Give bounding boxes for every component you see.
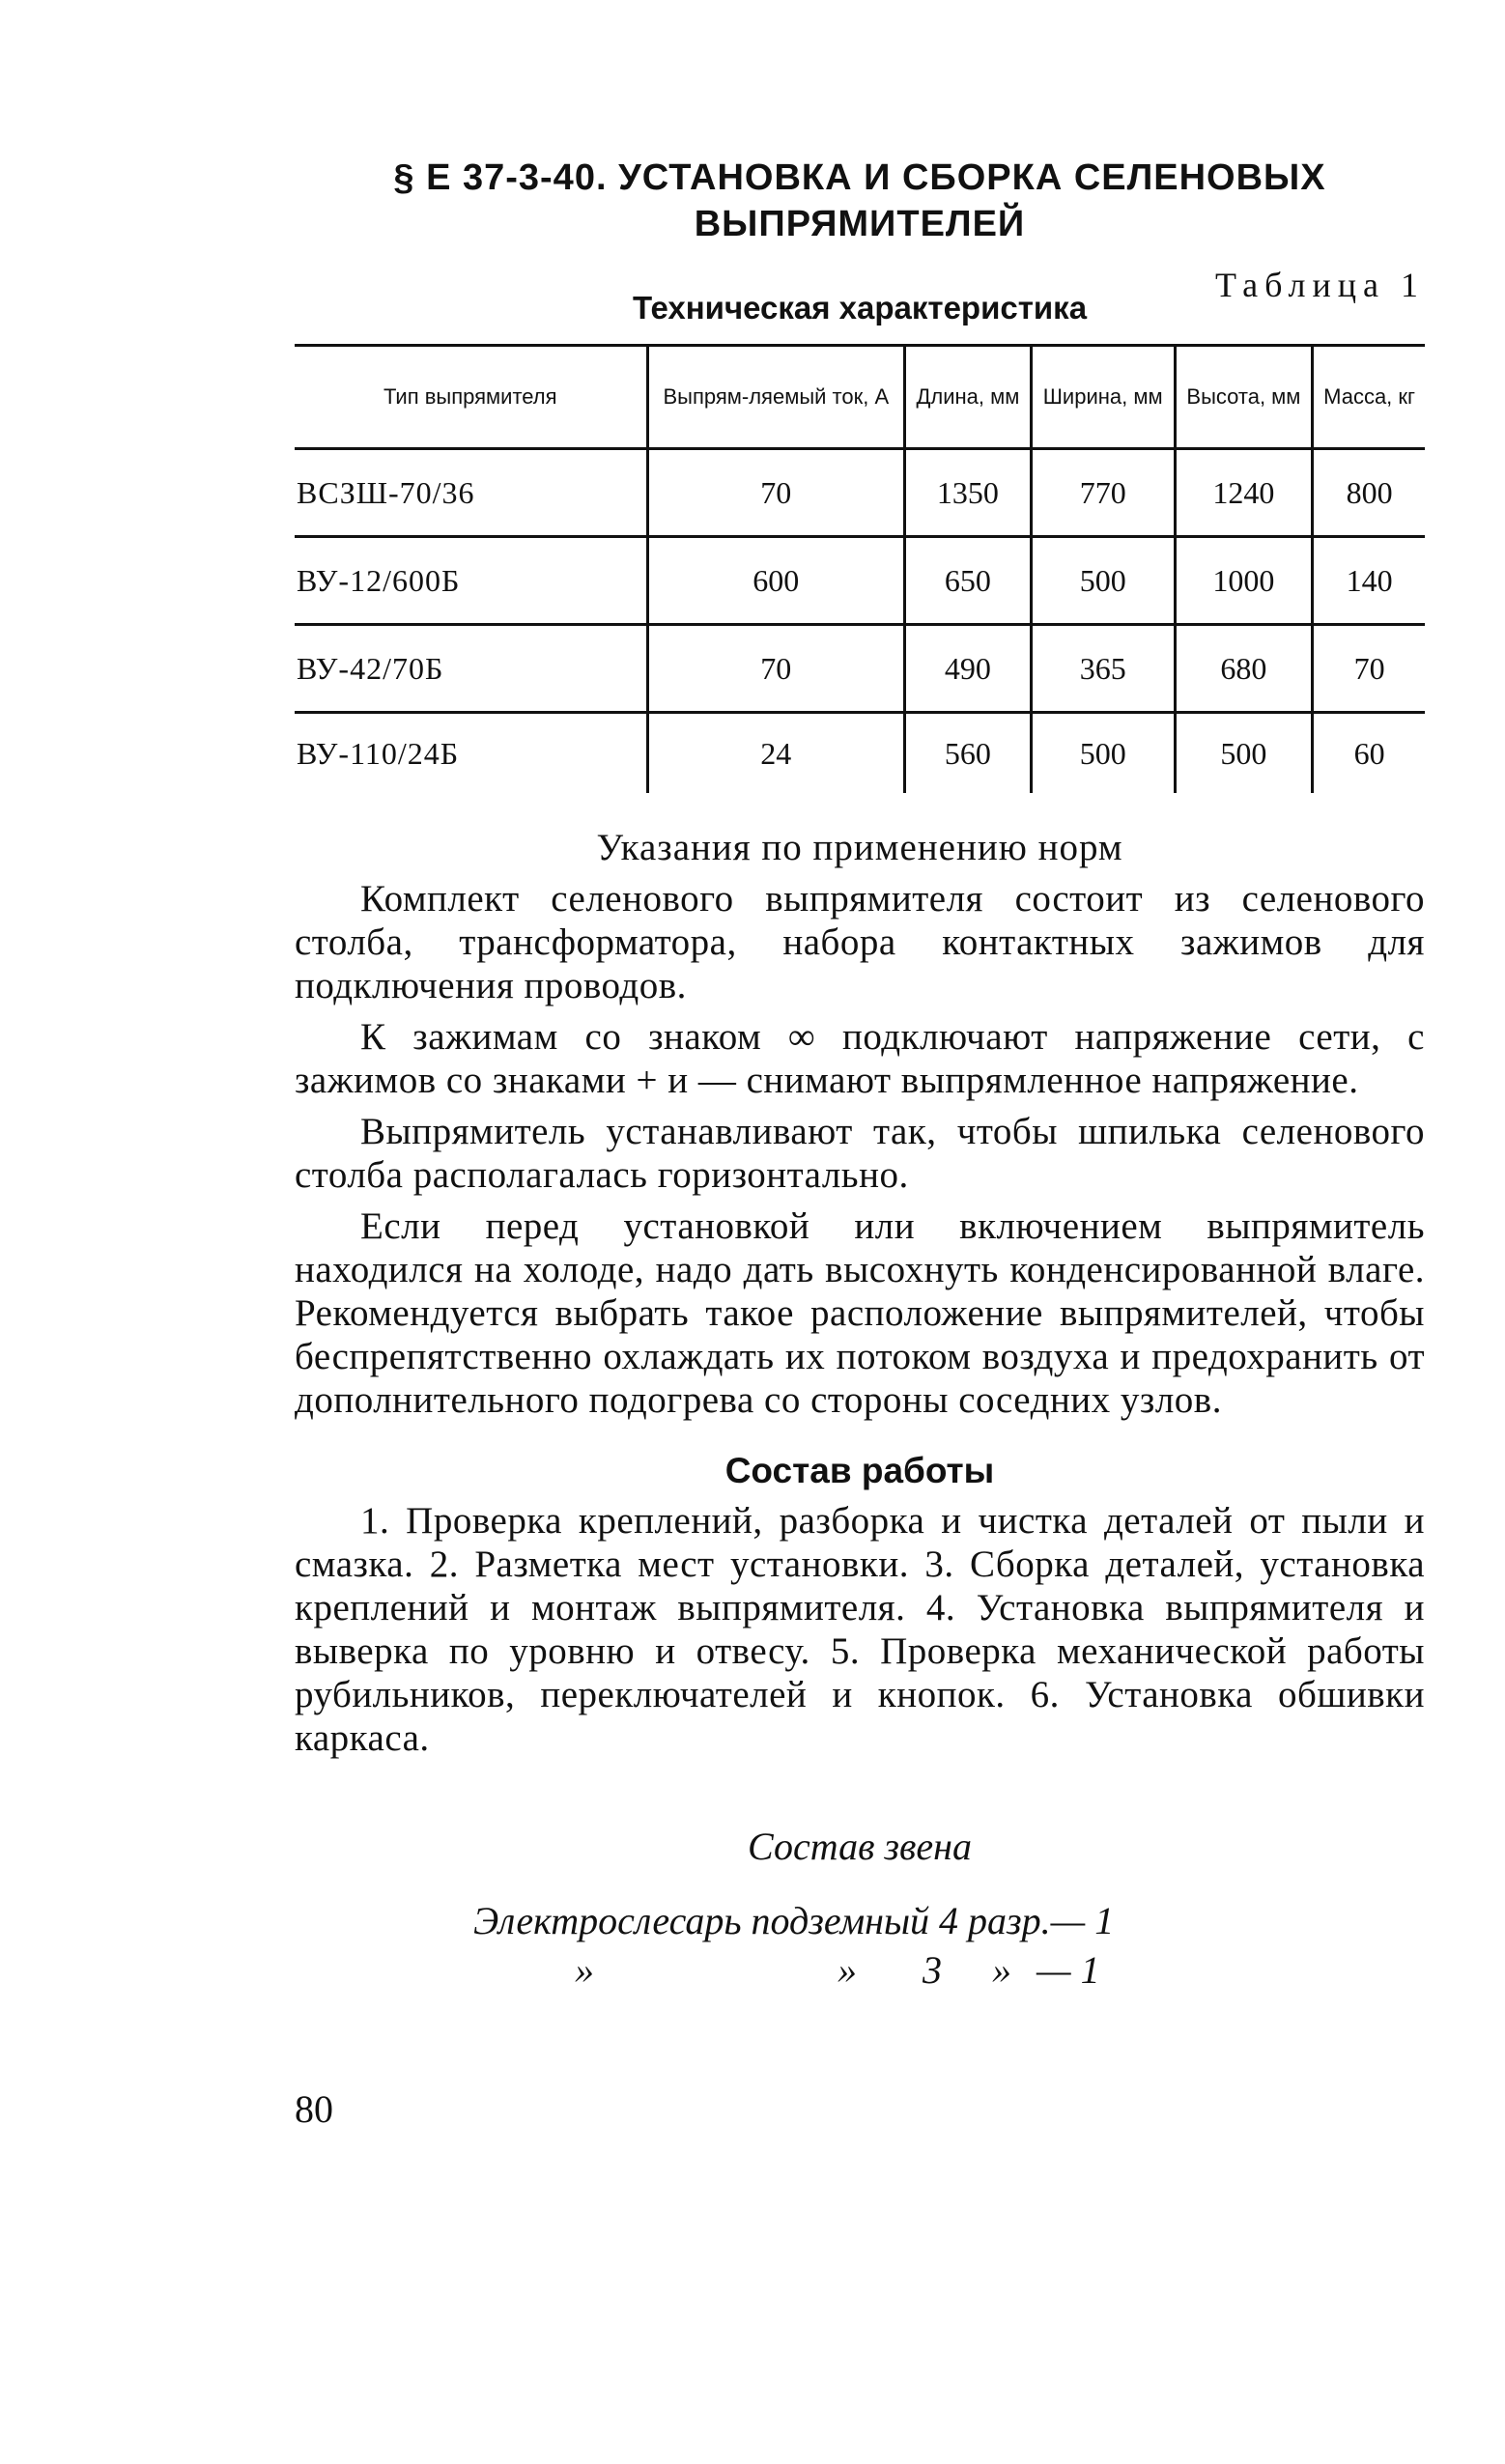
table-caption-row <box>295 265 1425 332</box>
header-length: Длина, мм <box>905 346 1032 449</box>
crew-line-1: Электрослесарь подземный 4 разр.— 1 <box>473 1899 1115 1942</box>
header-height: Высота, мм <box>1175 346 1313 449</box>
heading-line-1: § Е 37-3-40. УСТАНОВКА И СБОРКА СЕЛЕНОВЫХ <box>393 157 1326 198</box>
cell-current: 70 <box>647 449 905 537</box>
tech-spec-table <box>295 344 1425 793</box>
crew-count: — 1 <box>1036 1948 1100 1992</box>
cell-mass: 140 <box>1313 537 1425 625</box>
table-row <box>295 449 1425 537</box>
table-row <box>295 713 1425 794</box>
crew-grade: 3 <box>923 1948 942 1992</box>
cell-mass: 800 <box>1313 449 1425 537</box>
cell-mass: 60 <box>1313 713 1425 794</box>
section-heading <box>295 155 1425 247</box>
work-paragraph: 1. Проверка креплений, разборка и чистка деталей от пыли и смазка. 2. Разметка мест установки. 3. Сборка деталей, установка креплений и монтаж выпрямителя. 4. Установка выпрямителя и выверка по уровню и отвесу. 5. Проверка механической работы рубильников, переключателей и кнопок. 6. Установка обшивки каркаса. <box>295 1500 1425 1759</box>
cell-type: ВУ-110/24Б <box>297 735 460 771</box>
cell-current: 70 <box>647 625 905 713</box>
cell-width: 365 <box>1031 625 1175 713</box>
cell-mass: 70 <box>1313 625 1425 713</box>
cell-type: ВСЗШ-70/36 <box>295 449 647 537</box>
table-caption: Техническая характеристика <box>632 290 1088 326</box>
cell-width: 500 <box>1031 537 1175 625</box>
crew-line-2 <box>295 1946 1425 1995</box>
cell-type: ВУ-42/70Б <box>295 625 647 713</box>
crew-title: Состав звена <box>747 1825 972 1868</box>
cell-width: 770 <box>1031 449 1175 537</box>
heading-line-2: ВЫПРЯМИТЕЛЕЙ <box>694 204 1026 244</box>
cell-length: 1350 <box>905 449 1032 537</box>
cell-current: 600 <box>647 537 905 625</box>
header-mass: Масса, кг <box>1313 346 1425 449</box>
header-type: Тип выпрямителя <box>295 346 647 449</box>
cell-width: 500 <box>1031 713 1175 794</box>
document-page <box>295 155 1425 1995</box>
cell-height: 1240 <box>1175 449 1313 537</box>
cell-height: 680 <box>1175 625 1313 713</box>
table-header-row <box>295 346 1425 449</box>
cell-length: 650 <box>905 537 1032 625</box>
instruction-paragraph: К зажимам со знаком ∞ подключают напряжение сети, с зажимов со знаками + и — снимают выпрямленное напряжение. <box>295 1016 1425 1101</box>
table-label: Таблица 1 <box>1215 266 1425 304</box>
table-row <box>295 625 1425 713</box>
page-number: 80 <box>295 2087 333 2131</box>
instruction-paragraph: Комплект селенового выпрямителя состоит из селенового столба, трансформатора, набора контактных зажимов для подключения проводов. <box>295 878 1425 1006</box>
instruction-paragraph: Выпрямитель устанавливают так, чтобы шпилька селенового столба располагалась горизонтально. <box>295 1111 1425 1196</box>
cell-current: 24 <box>647 713 905 794</box>
crew-ditto: » <box>575 1948 594 1992</box>
table-row <box>295 537 1425 625</box>
crew-ditto: » <box>992 1948 1011 1992</box>
header-width: Ширина, мм <box>1031 346 1175 449</box>
cell-length: 560 <box>905 713 1032 794</box>
cell-height: 1000 <box>1175 537 1313 625</box>
instructions-title: Указания по применению норм <box>596 827 1123 868</box>
instruction-paragraph: Если перед установкой или включением выпрямитель находился на холоде, надо дать высохнуть конденсированной влаге. Рекомендуется выбрать такое расположение выпрямителей, чтобы беспрепятственно охлаждать их потоком воздуха и предохранить от дополнительного подогрева со стороны соседних узлов. <box>295 1205 1425 1421</box>
cell-length: 490 <box>905 625 1032 713</box>
crew-ditto: » <box>838 1948 857 1992</box>
work-title: Состав работы <box>724 1451 995 1490</box>
header-current: Выпрям-ляемый ток, А <box>647 346 905 449</box>
cell-height: 500 <box>1175 713 1313 794</box>
cell-type: ВУ-12/600Б <box>295 537 647 625</box>
